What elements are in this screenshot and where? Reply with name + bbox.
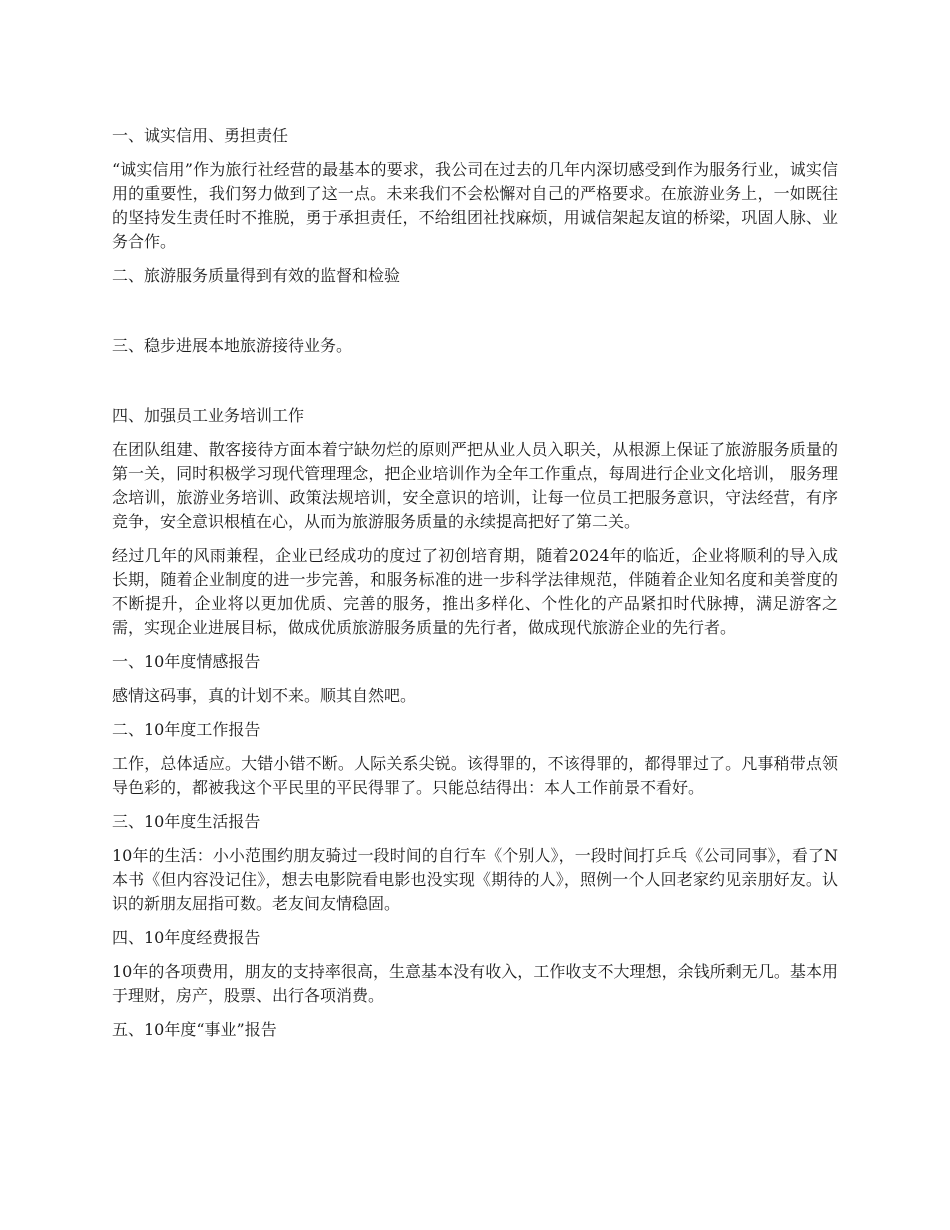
report-heading-career: 五、10年度“事业”报告 <box>112 1020 277 1039</box>
report-paragraph-life: 10年的生活：小小范围约朋友骑过一段时间的自行车《个别人》，一段时间打乒乓《公司同事》，看了N本书《但内容没记住》，想去电影院看电影也没实现《期待的人》，照例一个人回老家约见亲朋好友。认识的新朋友屈指可数。老友间友情稳固。 <box>112 846 838 913</box>
report-paragraph-emotion: 感情这码事，真的计划不来。顺其自然吧。 <box>112 686 417 705</box>
paragraph-honesty: “诚实信用”作为旅行社经营的最基本的要求，我公司在过去的几年内深切感受到作为服务行业，诚实信用的重要性，我们努力做到了这一点。未来我们不会松懈对自己的严格要求。在旅游业务上，一如既往的坚持发生责任时不推脱，勇于承担责任，不给组团社找麻烦，用诚信架起友谊的桥梁，巩固人脉、业务合作。 <box>112 160 838 251</box>
section-heading-local-tourism: 三、稳步进展本地旅游接待业务。 <box>112 336 353 355</box>
paragraph-outlook: 经过几年的风雨兼程，企业已经成功的度过了初创培育期，随着2024年的临近，企业将顺利的导入成长期，随着企业制度的进一步完善，和服务标准的进一步科学法律规范，伴随着企业知名度和美誉度的不断提升，企业将以更加优质、完善的服务，推出多样化、个性化的产品紧扣时代脉搏，满足游客之需，实现企业进展目标，做成优质旅游服务质量的先行者，做成现代旅游企业的先行者。 <box>112 546 838 637</box>
report-paragraph-work: 工作，总体适应。大错小错不断。人际关系尖锐。该得罪的，不该得罪的，都得罪过了。凡事稍带点领导色彩的，都被我这个平民里的平民得罪了。只能总结得出：本人工作前景不看好。 <box>112 754 838 797</box>
paragraph-training: 在团队组建、散客接待方面本着宁缺勿烂的原则严把从业人员入职关，从根源上保证了旅游服务质量的第一关，同时积极学习现代管理理念，把企业培训作为全年工作重点，每周进行企业文化培训， 服务理念培训，旅游业务培训、政策法规培训，安全意识的培训，让每一位员工把服务意识，守法经营，有序竞争，安全意识根植在心，从而为旅游服务质量的永续提高把好了第二关。 <box>112 440 838 531</box>
report-heading-life: 三、10年度生活报告 <box>112 812 261 831</box>
report-heading-work: 二、10年度工作报告 <box>112 720 261 739</box>
report-heading-emotion: 一、10年度情感报告 <box>112 652 261 671</box>
report-heading-expenses: 四、10年度经费报告 <box>112 928 261 947</box>
section-heading-quality: 二、旅游服务质量得到有效的监督和检验 <box>112 266 401 285</box>
section-heading-training: 四、加强员工业务培训工作 <box>112 406 305 425</box>
report-paragraph-expenses: 10年的各项费用，朋友的支持率很高，生意基本没有收入，工作收支不大理想，余钱所剩无几。基本用于理财，房产，股票、出行各项消费。 <box>112 962 838 1005</box>
section-heading-honesty: 一、诚实信用、勇担责任 <box>112 126 289 145</box>
